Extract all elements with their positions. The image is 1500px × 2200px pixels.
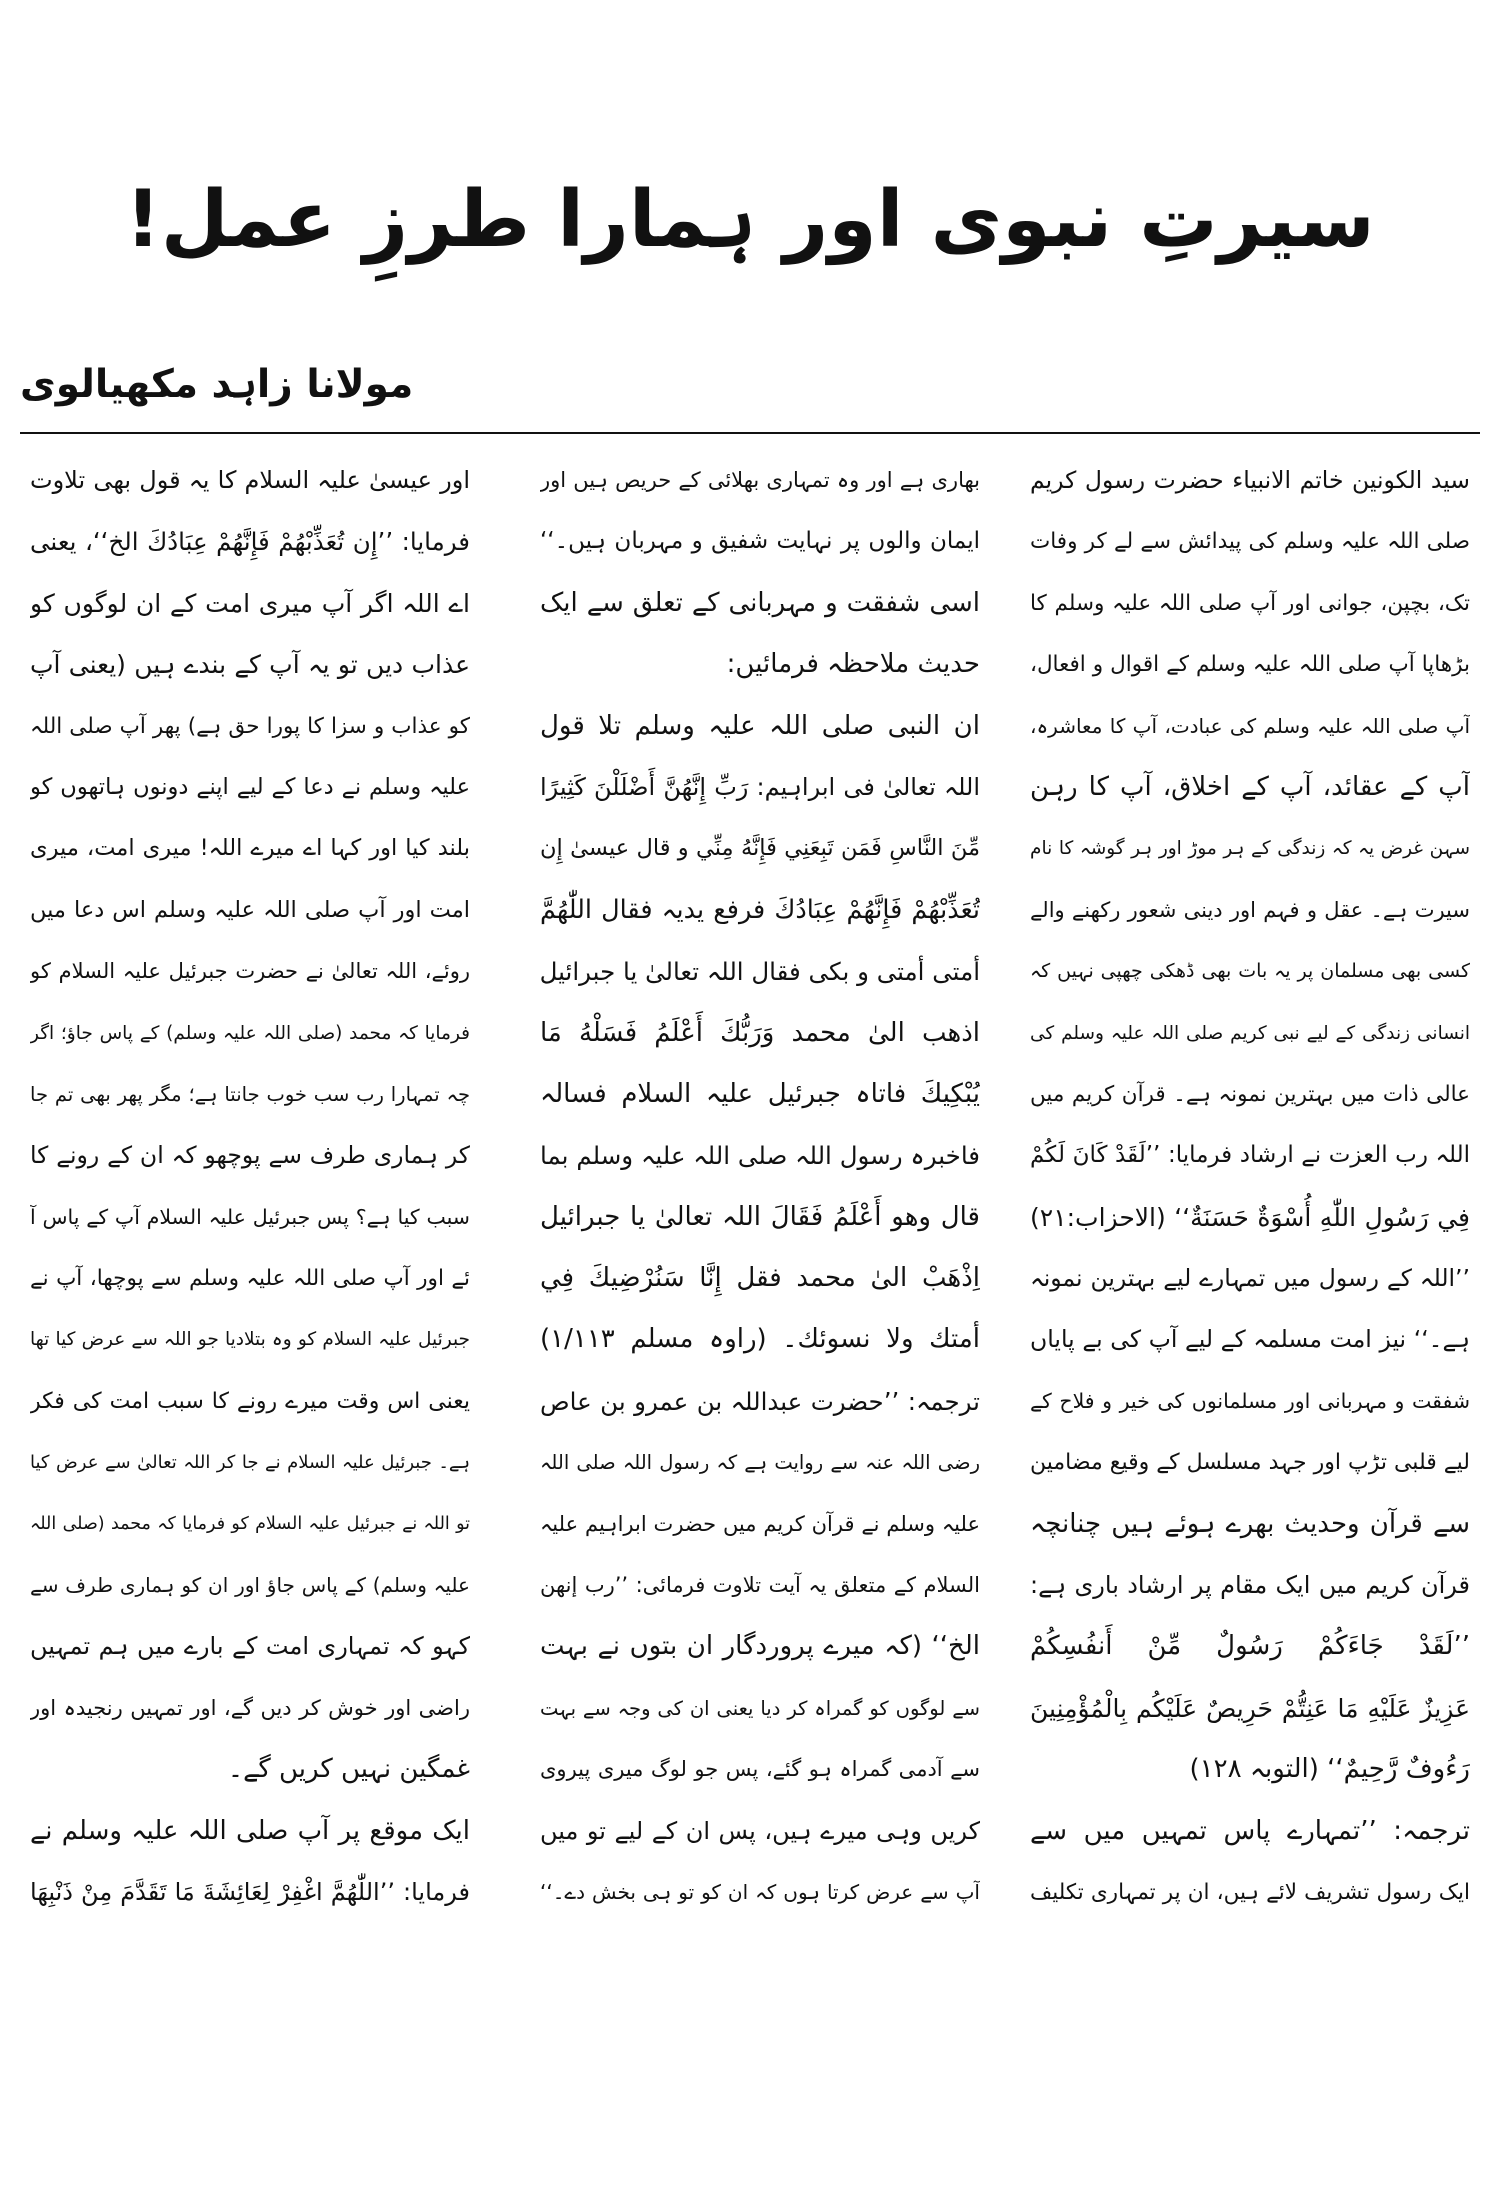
- text-line: سے آدمی گمراہ ہو گئے، پس جو لوگ میری پیروی: [540, 1757, 980, 1782]
- text-line: قرآن کریم میں ایک مقام پر ارشاد باری ہے:: [1030, 1571, 1470, 1600]
- text-line: سہن غرض یہ کہ زندگی کے ہر موڑ اور ہر گوشہ کا نام: [1030, 838, 1470, 860]
- text-line: علیہ وسلم نے قرآن کریم میں حضرت ابراہیم علیہ: [540, 1511, 980, 1536]
- text-line: تو اللہ نے جبرئیل علیہ السلام کو فرمایا کہ محمد (صلی اللہ: [30, 1513, 470, 1534]
- text-line: ہے۔‘‘ نیز امت مسلمہ کے لیے آپ کی بے پایاں: [1030, 1325, 1470, 1354]
- text-line: الخ‘‘ (کہ میرے پروردگار ان بتوں نے بہت: [540, 1631, 980, 1662]
- text-line: اسی شفقت و مہربانی کے تعلق سے ایک: [540, 587, 980, 618]
- text-line: تک، بچپن، جوانی اور آپ صلی اللہ علیہ وسلم کا: [1030, 590, 1470, 616]
- text-line: آپ کے عقائد، آپ کے اخلاق، آپ کا رہن: [1030, 771, 1470, 802]
- text-line: کریں وہی میرے ہیں، پس ان کے لیے تو میں: [540, 1816, 980, 1845]
- article-title: سیرتِ نبوی اور ہمارا طرزِ عمل!: [125, 175, 1375, 265]
- text-line: روئے، اللہ تعالیٰ نے حضرت جبرئیل علیہ السلام کو: [30, 959, 470, 984]
- text-line: امت اور آپ صلی اللہ علیہ وسلم اس دعا میں: [30, 896, 470, 923]
- text-line: ایمان والوں پر نہایت شفیق و مہربان ہیں۔‘‘: [540, 528, 980, 555]
- column-left: [30, 450, 470, 2170]
- text-line: أمتك ولا نسوئك۔ (راوہ مسلم ۱/۱۱۳): [540, 1324, 980, 1355]
- text-line: فرمایا کہ محمد (صلی اللہ علیہ وسلم) کے پاس جاؤ؛ اگر: [30, 1022, 470, 1044]
- text-line: علیہ وسلم نے دعا کے لیے اپنے دونوں ہاتھوں کو: [30, 773, 470, 800]
- text-line: فاخبرہ رسول اللہ صلی اللہ علیہ وسلم بما: [540, 1141, 980, 1171]
- text-line: أمتی أمتی و بکی فقال اللہ تعالیٰ یا جبرائیل: [540, 957, 980, 987]
- text-line: راضی اور خوش کر دیں گے، اور تمہیں رنجیدہ اور: [30, 1695, 470, 1720]
- text-line: ترجمہ: ’’حضرت عبداللہ بن عمرو بن عاص: [540, 1386, 980, 1416]
- text-line: اللہ تعالیٰ فی ابراہیم: رَبِّ إِنَّهُنَّ أَضْلَلْنَ كَثِيرًا: [540, 772, 980, 801]
- text-line: فِي رَسُولِ اللّٰهِ أُسْوَةٌ حَسَنَةٌ‘‘ (الاحزاب:۲۱): [1030, 1202, 1470, 1232]
- text-line: السلام کے متعلق یہ آیت تلاوت فرمائی: ’’رب إنهن: [540, 1573, 980, 1598]
- text-line: سے لوگوں کو گمراہ کر دیا یعنی ان کی وجہ سے بہت: [540, 1696, 980, 1720]
- text-line: فرمایا: ’’اللّٰهُمَّ اغْفِرْ لِعَائِشَةَ مَا تَقَدَّمَ مِنْ ذَنْبِهَا: [30, 1877, 470, 1906]
- header-rule: [20, 432, 1480, 434]
- text-line: اِذْهَبْ الیٰ محمد فقل إِنَّا سَنُرْضِيكَ فِي: [540, 1263, 980, 1294]
- text-line: مِّنَ النَّاسِ فَمَن تَبِعَنِي فَإِنَّهُ مِنِّي و قال عیسیٰ إِن: [540, 835, 980, 862]
- text-line: بڑھاپا آپ صلی اللہ علیہ وسلم کے اقوال و افعال،: [1030, 652, 1470, 678]
- text-line: ئے اور آپ صلی اللہ علیہ وسلم سے پوچھا، آپ نے: [30, 1266, 470, 1292]
- text-line: بلند کیا اور کہا اے میرے اللہ! میری امت، میری: [30, 835, 470, 862]
- text-line: صلی اللہ علیہ وسلم کی پیدائش سے لے کر وفات: [1030, 529, 1470, 555]
- text-line: ’’اللہ کے رسول میں تمہارے لیے بہترین نمونہ: [1030, 1264, 1470, 1293]
- text-line: کو عذاب و سزا کا پورا حق ہے) پھر آپ صلی اللہ: [30, 713, 470, 739]
- text-line: ایک رسول تشریف لائے ہیں، ان پر تمہاری تکلیف: [1030, 1879, 1470, 1905]
- text-line: بھاری ہے اور وہ تمہاری بھلائی کے حریص ہیں اور: [540, 468, 980, 492]
- text-line: قال وھو أَعْلَمُ فَقَالَ اللہ تعالیٰ یا جبرائیل: [540, 1201, 980, 1232]
- text-line: عالی ذات میں بہترین نمونہ ہے۔ قرآن کریم میں: [1030, 1081, 1470, 1107]
- text-line: ’’لَقَدْ جَاءَكُمْ رَسُولٌ مِّنْ أَنفُسِكُمْ: [1030, 1631, 1470, 1662]
- text-line: اذهب الیٰ محمد وَرَبُّكَ أَعْلَمُ فَسَلْهُ مَا: [540, 1017, 980, 1048]
- text-line: علیہ وسلم) کے پاس جاؤ اور ان کو ہماری طرف سے: [30, 1573, 470, 1598]
- column-right: [1030, 450, 1470, 2170]
- text-line: اور عیسیٰ علیہ السلام کا یہ قول بھی تلاوت: [30, 466, 470, 494]
- text-line: کر ہماری طرف سے پوچھو کہ ان کے رونے کا: [30, 1141, 470, 1170]
- text-line: سیرت ہے۔ عقل و فہم اور دینی شعور رکھنے والے: [1030, 897, 1470, 922]
- text-line: جبرئیل علیہ السلام کو وہ بتلادیا جو اللہ سے عرض کیا تھا: [30, 1329, 470, 1351]
- text-line: آپ صلی اللہ علیہ وسلم کی عبادت، آپ کا معاشرہ،: [1030, 713, 1470, 738]
- text-line: ان النبی صلی اللہ علیہ وسلم تلا قول: [540, 710, 980, 741]
- text-line: فرمایا: ’’إِن تُعَذِّبْهُمْ فَإِنَّهُمْ عِبَادُكَ الخ‘‘، یعنی: [30, 527, 470, 557]
- text-line: رضی اللہ عنہ سے روایت ہے کہ رسول اللہ صلی اللہ: [540, 1451, 980, 1475]
- text-line: ایک موقع پر آپ صلی اللہ علیہ وسلم نے: [30, 1815, 470, 1846]
- column-middle: [540, 450, 980, 2170]
- text-line: آپ سے عرض کرتا ہوں کہ ان کو تو ہی بخش دے۔‘‘: [540, 1879, 980, 1904]
- text-line: سے قرآن وحدیث بھرے ہوئے ہیں چنانچہ: [1030, 1508, 1470, 1539]
- author-name: مولانا زاہد مکھیالوی: [20, 362, 414, 407]
- text-line: کسی بھی مسلمان پر یہ بات بھی ڈھکی چھپی نہیں کہ: [1030, 960, 1470, 983]
- text-line: اے اللہ اگر آپ میری امت کے ان لوگوں کو: [30, 588, 470, 618]
- text-line: رَءُوفٌ رَّحِيمٌ‘‘ (التوبہ ۱۲۸): [1189, 1754, 1470, 1785]
- text-line: يُبْكِيكَ فاتاہ جبرئیل علیہ السلام فسالہ: [540, 1078, 980, 1109]
- text-line: غمگین نہیں کریں گے۔: [227, 1754, 470, 1785]
- text-line: یعنی اس وقت میرے رونے کا سبب امت کی فکر: [30, 1388, 470, 1414]
- text-line: سبب کیا ہے؟ پس جبرئیل علیہ السلام آپ کے پاس آ: [30, 1204, 470, 1229]
- author-byline: [20, 360, 420, 409]
- text-line: چہ تمہارا رب سب خوب جانتا ہے؛ مگر پھر بھی تم جا: [30, 1082, 470, 1106]
- text-line: شفقت و مہربانی اور مسلمانوں کی خیر و فلاح کے: [1030, 1388, 1470, 1413]
- text-line: سید الکونین خاتم الانبیاء حضرت رسول کریم: [1030, 466, 1470, 494]
- text-line: عَزِيزٌ عَلَيْهِ مَا عَنِتُّمْ حَرِيصٌ عَلَيْكُم بِالْمُؤْمِنِينَ: [1030, 1693, 1470, 1723]
- text-line: ہے۔ جبرئیل علیہ السلام نے جا کر اللہ تعالیٰ سے عرض کیا: [30, 1452, 470, 1474]
- text-line: اللہ رب العزت نے ارشاد فرمایا: ’’لَقَدْ كَانَ لَكُمْ: [1030, 1142, 1470, 1169]
- text-line: لیے قلبی تڑپ اور جہد مسلسل کے وقیع مضامین: [1030, 1450, 1470, 1476]
- text-line: تُعَذِّبْهُمْ فَإِنَّهُمْ عِبَادُكَ فرفع یدیہ فقال اللّٰهُمَّ: [540, 894, 980, 925]
- text-line: کہو کہ تمہاری امت کے بارے میں ہم تمہیں: [30, 1632, 470, 1661]
- text-line: انسانی زندگی کے لیے نبی کریم صلی اللہ علیہ وسلم کی: [1030, 1022, 1470, 1044]
- text-line: حدیث ملاحظہ فرمائیں:: [726, 649, 980, 680]
- text-line: ترجمہ: ’’تمہارے پاس تمہیں میں سے: [1030, 1815, 1470, 1846]
- text-line: عذاب دیں تو یہ آپ کے بندے ہیں (یعنی آپ: [30, 650, 470, 680]
